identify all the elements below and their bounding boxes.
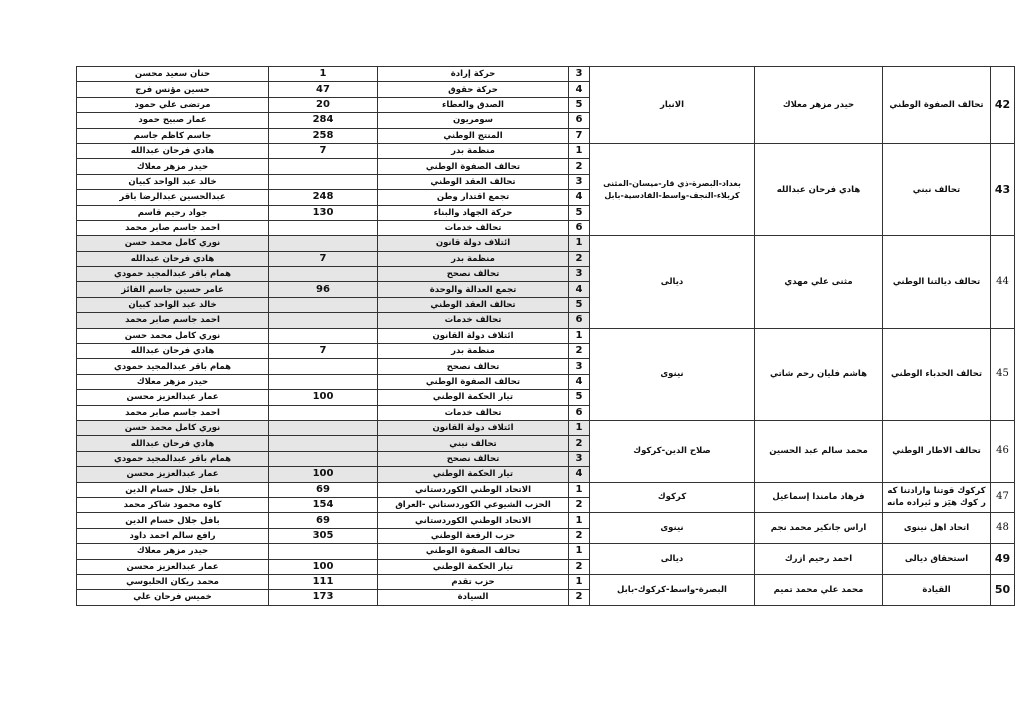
member-party-cell: حركة الجهاد والبناء	[378, 205, 569, 220]
member-party-cell: تحالف خدمات	[378, 220, 569, 235]
member-votes-cell: 7	[269, 143, 378, 158]
member-name-cell: عمار صبيح حمود	[77, 113, 269, 128]
member-name-cell: كاوه محمود شاكر محمد	[77, 497, 269, 512]
member-votes-cell: 248	[269, 190, 378, 205]
member-party-cell: حركة إرادة	[378, 67, 569, 82]
member-index-cell: 1	[569, 236, 590, 251]
province-cell: صلاح الدين-كركوك	[590, 420, 755, 482]
member-votes-cell: 47	[269, 82, 378, 97]
member-index-cell: 1	[569, 328, 590, 343]
member-index-cell: 6	[569, 220, 590, 235]
member-name-cell: بافل جلال حسام الدين	[77, 482, 269, 497]
member-index-cell: 1	[569, 143, 590, 158]
member-party-cell: حزب تقدم	[378, 574, 569, 589]
member-name-cell: احمد جاسم صابر محمد	[77, 405, 269, 420]
member-name-cell: حسين مؤنس فرج	[77, 82, 269, 97]
member-name-cell: احمد جاسم صابر محمد	[77, 313, 269, 328]
province-cell: ديالى	[590, 544, 755, 575]
member-index-cell: 1	[569, 482, 590, 497]
member-name-cell: هادي فرحان عبدالله	[77, 344, 269, 359]
member-votes-cell	[269, 544, 378, 559]
member-votes-cell	[269, 174, 378, 189]
head-name-cell: احمد رحيم ازرك	[755, 544, 883, 575]
member-party-cell: تحالف الصفوة الوطني	[378, 544, 569, 559]
alliance-name-cell: تحالف الاطار الوطني	[883, 420, 991, 482]
member-party-cell: السيادة	[378, 590, 569, 605]
member-index-cell: 6	[569, 313, 590, 328]
alliance-name-cell: كركوك قوتنا وارادتنا كه ر كوك هيَز و ئيراده مانه	[883, 482, 991, 513]
head-name-cell: محمد سالم عبد الحسين	[755, 420, 883, 482]
province-cell: الانبار	[590, 67, 755, 144]
table-row	[77, 420, 1015, 435]
member-votes-cell	[269, 420, 378, 435]
alliance-number-cell: 42	[991, 67, 1015, 144]
member-party-cell: تحالف العقد الوطني	[378, 174, 569, 189]
province-cell: ديالى	[590, 236, 755, 328]
member-votes-cell	[269, 159, 378, 174]
alliance-number-cell: 46	[991, 420, 1015, 482]
member-party-cell: تحالف خدمات	[378, 313, 569, 328]
member-index-cell: 4	[569, 467, 590, 482]
member-votes-cell: 284	[269, 113, 378, 128]
alliance-name-cell: تحالف نبني	[883, 143, 991, 235]
member-name-cell: عامر حسين جاسم الفائز	[77, 282, 269, 297]
province-cell: نينوى	[590, 513, 755, 544]
member-party-cell: تحالف خدمات	[378, 405, 569, 420]
member-name-cell: خالد عبد الواحد كبيان	[77, 297, 269, 312]
alliance-number-cell: 43	[991, 143, 1015, 235]
member-name-cell: عمار عبدالعزيز محسن	[77, 559, 269, 574]
member-party-cell: تحالف الصفوة الوطني	[378, 374, 569, 389]
table-row	[77, 328, 1015, 343]
table-body	[77, 67, 1015, 606]
member-name-cell: خالد عبد الواحد كبيان	[77, 174, 269, 189]
member-votes-cell: 173	[269, 590, 378, 605]
member-party-cell: تحالف نصحح	[378, 359, 569, 374]
member-name-cell: حنان سعيد محسن	[77, 67, 269, 82]
member-party-cell: تيار الحكمة الوطني	[378, 467, 569, 482]
alliance-name-cell: القيادة	[883, 574, 991, 605]
head-name-cell: محمد علي محمد تميم	[755, 574, 883, 605]
alliance-number-cell: 48	[991, 513, 1015, 544]
member-name-cell: همام باقر عبدالمجيد حمودي	[77, 359, 269, 374]
member-name-cell: رافع سالم احمد داود	[77, 528, 269, 543]
member-name-cell: حيدر مزهر معلاك	[77, 544, 269, 559]
member-index-cell: 3	[569, 174, 590, 189]
member-index-cell: 4	[569, 374, 590, 389]
province-cell: بغداد-البصرة-ذي قار-ميسان-المثنى كربلاء-النجف-واسط-القادسية-بابل	[590, 143, 755, 235]
member-votes-cell	[269, 451, 378, 466]
head-name-cell: اراس جانكير محمد نجم	[755, 513, 883, 544]
member-votes-cell: 111	[269, 574, 378, 589]
member-party-cell: الاتحاد الوطني الكوردستاني	[378, 482, 569, 497]
member-name-cell: هادي فرحان عبدالله	[77, 143, 269, 158]
member-index-cell: 2	[569, 559, 590, 574]
member-index-cell: 4	[569, 282, 590, 297]
member-party-cell: سومريون	[378, 113, 569, 128]
member-votes-cell: 100	[269, 559, 378, 574]
member-party-cell: الاتحاد الوطني الكوردستاني	[378, 513, 569, 528]
member-name-cell: عمار عبدالعزيز محسن	[77, 467, 269, 482]
table-row	[77, 574, 1015, 589]
member-votes-cell: 130	[269, 205, 378, 220]
head-name-cell: حيدر مزهر معلاك	[755, 67, 883, 144]
member-votes-cell	[269, 436, 378, 451]
member-index-cell: 3	[569, 359, 590, 374]
member-index-cell: 2	[569, 159, 590, 174]
table-row	[77, 143, 1015, 158]
member-votes-cell: 20	[269, 97, 378, 112]
member-votes-cell	[269, 236, 378, 251]
member-index-cell: 6	[569, 113, 590, 128]
alliance-name-cell: تحالف ديالتنا الوطني	[883, 236, 991, 328]
member-index-cell: 3	[569, 67, 590, 82]
province-cell: البصرة-واسط-كركوك-بابل	[590, 574, 755, 605]
alliance-number-cell: 50	[991, 574, 1015, 605]
member-party-cell: حركة حقوق	[378, 82, 569, 97]
member-index-cell: 1	[569, 574, 590, 589]
member-index-cell: 4	[569, 190, 590, 205]
member-party-cell: تجمع اقتدار وطن	[378, 190, 569, 205]
table-row	[77, 67, 1015, 82]
province-cell: كركوك	[590, 482, 755, 513]
member-party-cell: المنتج الوطني	[378, 128, 569, 143]
member-name-cell: احمد جاسم صابر محمد	[77, 220, 269, 235]
member-name-cell: حيدر مزهر معلاك	[77, 159, 269, 174]
member-votes-cell: 7	[269, 344, 378, 359]
member-index-cell: 1	[569, 544, 590, 559]
member-party-cell: ائتلاف دولة القانون	[378, 420, 569, 435]
member-index-cell: 4	[569, 82, 590, 97]
member-party-cell: ائتلاف دولة قانون	[378, 236, 569, 251]
member-party-cell: الحزب الشيوعي الكوردستاني -العراق	[378, 497, 569, 512]
member-party-cell: ائتلاف دولة القانون	[378, 328, 569, 343]
member-party-cell: تحالف العقد الوطني	[378, 297, 569, 312]
member-votes-cell	[269, 405, 378, 420]
member-index-cell: 3	[569, 451, 590, 466]
member-party-cell: منظمة بدر	[378, 251, 569, 266]
member-name-cell: عمار عبدالعزيز محسن	[77, 390, 269, 405]
member-index-cell: 2	[569, 251, 590, 266]
member-votes-cell: 100	[269, 390, 378, 405]
member-name-cell: بافل جلال حسام الدين	[77, 513, 269, 528]
member-party-cell: تحالف نصحح	[378, 267, 569, 282]
member-party-cell: منظمة بدر	[378, 344, 569, 359]
province-cell: نينوى	[590, 328, 755, 420]
member-name-cell: نوري كامل محمد حسن	[77, 420, 269, 435]
table-row	[77, 544, 1015, 559]
member-index-cell: 6	[569, 405, 590, 420]
member-index-cell: 1	[569, 420, 590, 435]
head-name-cell: مثنى علي مهدي	[755, 236, 883, 328]
member-name-cell: هادي فرحان عبدالله	[77, 436, 269, 451]
head-name-cell: فرهاد مامندا إسماعيل	[755, 482, 883, 513]
member-index-cell: 2	[569, 497, 590, 512]
alliance-name-cell: اتحاد اهل نينوى	[883, 513, 991, 544]
member-votes-cell	[269, 267, 378, 282]
member-votes-cell: 258	[269, 128, 378, 143]
member-index-cell: 5	[569, 97, 590, 112]
member-votes-cell	[269, 220, 378, 235]
head-name-cell: هادي فرحان عبدالله	[755, 143, 883, 235]
member-party-cell: منظمة بدر	[378, 143, 569, 158]
member-index-cell: 5	[569, 205, 590, 220]
member-name-cell: همام باقر عبدالمجيد حمودي	[77, 267, 269, 282]
member-name-cell: هادي فرحان عبدالله	[77, 251, 269, 266]
member-name-cell: مرتضى علي حمود	[77, 97, 269, 112]
alliance-number-cell: 44	[991, 236, 1015, 328]
member-name-cell: نوري كامل محمد حسن	[77, 236, 269, 251]
member-votes-cell	[269, 359, 378, 374]
member-votes-cell	[269, 297, 378, 312]
member-name-cell: حيدر مزهر معلاك	[77, 374, 269, 389]
member-votes-cell: 69	[269, 482, 378, 497]
member-index-cell: 5	[569, 297, 590, 312]
member-name-cell: عبدالحسين عبدالرضا باقر	[77, 190, 269, 205]
member-party-cell: تيار الحكمة الوطني	[378, 390, 569, 405]
table-row	[77, 513, 1015, 528]
member-party-cell: تحالف نصحح	[378, 451, 569, 466]
member-name-cell: جواد رحيم قاسم	[77, 205, 269, 220]
member-index-cell: 2	[569, 528, 590, 543]
member-party-cell: تيار الحكمة الوطني	[378, 559, 569, 574]
alliance-name-cell: استحقاق ديالى	[883, 544, 991, 575]
member-name-cell: محمد ريكان الحلبوسي	[77, 574, 269, 589]
member-index-cell: 5	[569, 390, 590, 405]
member-name-cell: نوري كامل محمد حسن	[77, 328, 269, 343]
member-index-cell: 7	[569, 128, 590, 143]
member-name-cell: جاسم كاظم جاسم	[77, 128, 269, 143]
table-row	[77, 236, 1015, 251]
member-votes-cell: 154	[269, 497, 378, 512]
member-party-cell: الصدق والعطاء	[378, 97, 569, 112]
member-index-cell: 2	[569, 344, 590, 359]
member-party-cell: تحالف الصفوة الوطني	[378, 159, 569, 174]
alliance-number-cell: 47	[991, 482, 1015, 513]
member-votes-cell: 1	[269, 67, 378, 82]
member-index-cell: 3	[569, 267, 590, 282]
member-votes-cell: 96	[269, 282, 378, 297]
coalitions-table	[76, 66, 1015, 606]
member-votes-cell	[269, 313, 378, 328]
alliance-number-cell: 45	[991, 328, 1015, 420]
member-votes-cell	[269, 328, 378, 343]
member-name-cell: خميس فرحان علي	[77, 590, 269, 605]
member-votes-cell: 69	[269, 513, 378, 528]
member-index-cell: 2	[569, 436, 590, 451]
alliance-name-cell: تحالف الصفوة الوطني	[883, 67, 991, 144]
member-votes-cell: 100	[269, 467, 378, 482]
member-index-cell: 1	[569, 513, 590, 528]
member-votes-cell: 7	[269, 251, 378, 266]
member-party-cell: تحالف نبني	[378, 436, 569, 451]
head-name-cell: هاشم فليان رحم شاتي	[755, 328, 883, 420]
member-votes-cell: 305	[269, 528, 378, 543]
member-name-cell: همام باقر عبدالمجيد حمودي	[77, 451, 269, 466]
table-row	[77, 482, 1015, 497]
member-party-cell: حزب الرفعة الوطني	[378, 528, 569, 543]
alliance-number-cell: 49	[991, 544, 1015, 575]
alliance-name-cell: تحالف الحدباء الوطني	[883, 328, 991, 420]
member-party-cell: تجمع العدالة والوحدة	[378, 282, 569, 297]
member-votes-cell	[269, 374, 378, 389]
member-index-cell: 2	[569, 590, 590, 605]
